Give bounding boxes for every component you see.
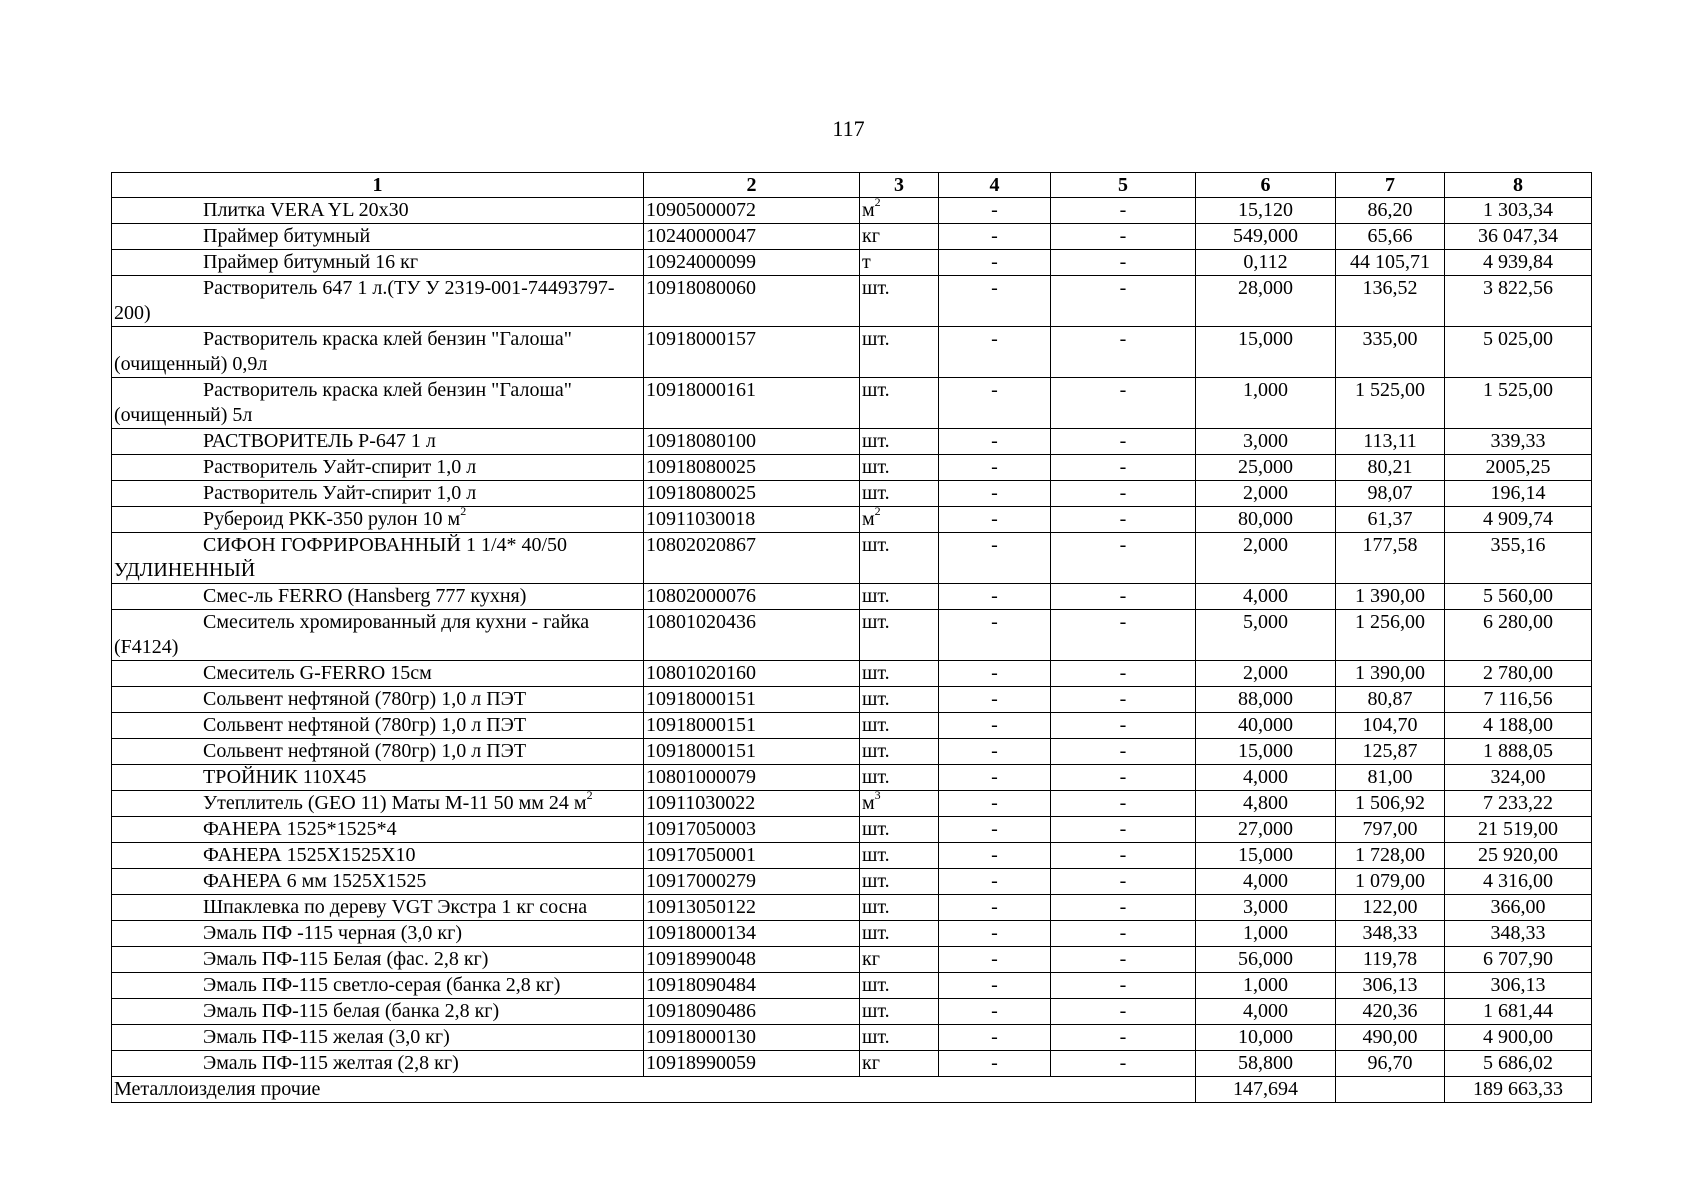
sum-cell: 1 525,00: [1445, 378, 1592, 429]
item-code-cell: 10918990059: [644, 1051, 860, 1077]
col5-cell: -: [1051, 843, 1196, 869]
total-qty: 147,694: [1196, 1077, 1336, 1103]
item-code-cell: 10918000134: [644, 921, 860, 947]
total-label: Металлоизделия прочие: [112, 1077, 1196, 1103]
total-row: [112, 1077, 1592, 1103]
table-row: [112, 481, 1592, 507]
item-name-cell: Рубероид РКК-350 рулон 10 $м^2$: [112, 507, 644, 533]
item-name-cell: ФАНЕРА 6 мм 1525Х1525: [112, 869, 644, 895]
item-code-cell: 10802000076: [644, 584, 860, 610]
price-cell: 348,33: [1336, 921, 1445, 947]
price-cell: 1 079,00: [1336, 869, 1445, 895]
quantity-cell: 40,000: [1196, 713, 1336, 739]
col4-cell: -: [939, 378, 1051, 429]
sum-cell: 1 681,44: [1445, 999, 1592, 1025]
table-row: [112, 224, 1592, 250]
col4-cell: -: [939, 327, 1051, 378]
unit-cell: т: [860, 250, 939, 276]
col4-cell: -: [939, 584, 1051, 610]
inventory-table: [111, 172, 1592, 1103]
sum-cell: 6 280,00: [1445, 610, 1592, 661]
item-code-cell: 10917050003: [644, 817, 860, 843]
quantity-cell: 15,120: [1196, 198, 1336, 224]
item-name-cell: Эмаль ПФ-115 желая (3,0 кг): [112, 1025, 644, 1051]
sum-cell: 5 686,02: [1445, 1051, 1592, 1077]
price-cell: 1 506,92: [1336, 791, 1445, 817]
quantity-cell: 549,000: [1196, 224, 1336, 250]
unit-cell: кг: [860, 1051, 939, 1077]
unit-cell: шт.: [860, 429, 939, 455]
sum-cell: 339,33: [1445, 429, 1592, 455]
price-cell: 61,37: [1336, 507, 1445, 533]
quantity-cell: 2,000: [1196, 481, 1336, 507]
col5-cell: -: [1051, 947, 1196, 973]
quantity-cell: 4,000: [1196, 765, 1336, 791]
col4-cell: -: [939, 687, 1051, 713]
sum-cell: 355,16: [1445, 533, 1592, 584]
header-cell: 1: [112, 173, 644, 198]
table-row: [112, 739, 1592, 765]
sum-cell: 196,14: [1445, 481, 1592, 507]
sum-cell: 4 900,00: [1445, 1025, 1592, 1051]
table-row: [112, 713, 1592, 739]
sum-cell: 7 233,22: [1445, 791, 1592, 817]
total-price: [1336, 1077, 1445, 1103]
table-row: [112, 507, 1592, 533]
unit-cell: $м^2$: [860, 198, 939, 224]
col4-cell: -: [939, 921, 1051, 947]
col5-cell: -: [1051, 533, 1196, 584]
item-code-cell: 10801020436: [644, 610, 860, 661]
item-name-cell: Эмаль ПФ -115 черная (3,0 кг): [112, 921, 644, 947]
unit-cell: шт.: [860, 276, 939, 327]
sum-cell: 3 822,56: [1445, 276, 1592, 327]
quantity-cell: 1,000: [1196, 378, 1336, 429]
unit-cell: шт.: [860, 1025, 939, 1051]
price-cell: 98,07: [1336, 481, 1445, 507]
price-cell: 81,00: [1336, 765, 1445, 791]
col5-cell: -: [1051, 198, 1196, 224]
unit-cell: шт.: [860, 843, 939, 869]
sum-cell: 348,33: [1445, 921, 1592, 947]
item-code-cell: 10240000047: [644, 224, 860, 250]
col4-cell: -: [939, 1025, 1051, 1051]
table-row: [112, 455, 1592, 481]
price-cell: 335,00: [1336, 327, 1445, 378]
unit-cell: шт.: [860, 584, 939, 610]
quantity-cell: 10,000: [1196, 1025, 1336, 1051]
header-row: [112, 173, 1592, 198]
col4-cell: -: [939, 455, 1051, 481]
col5-cell: -: [1051, 973, 1196, 999]
unit-cell: шт.: [860, 713, 939, 739]
unit-cell: шт.: [860, 533, 939, 584]
unit-cell: шт.: [860, 765, 939, 791]
sum-cell: 4 939,84: [1445, 250, 1592, 276]
quantity-cell: 4,000: [1196, 584, 1336, 610]
item-code-cell: 10918000151: [644, 687, 860, 713]
item-name-cell: Шпаклевка по дереву VGT Экстра 1 кг сосна: [112, 895, 644, 921]
col4-cell: -: [939, 739, 1051, 765]
item-name-cell: Растворитель Уайт-спирит 1,0 л: [112, 455, 644, 481]
quantity-cell: 28,000: [1196, 276, 1336, 327]
unit-cell: шт.: [860, 817, 939, 843]
col5-cell: -: [1051, 610, 1196, 661]
item-code-cell: 10918080025: [644, 455, 860, 481]
quantity-cell: 1,000: [1196, 973, 1336, 999]
quantity-cell: 27,000: [1196, 817, 1336, 843]
price-cell: 122,00: [1336, 895, 1445, 921]
unit-cell: кг: [860, 947, 939, 973]
col4-cell: -: [939, 895, 1051, 921]
total-sum: 189 663,33: [1445, 1077, 1592, 1103]
quantity-cell: 3,000: [1196, 895, 1336, 921]
col5-cell: -: [1051, 1025, 1196, 1051]
quantity-cell: 88,000: [1196, 687, 1336, 713]
item-name-cell: Эмаль ПФ-115 желтая (2,8 кг): [112, 1051, 644, 1077]
item-name-cell: Плитка VERA YL 20х30: [112, 198, 644, 224]
quantity-cell: 3,000: [1196, 429, 1336, 455]
header-cell: 2: [644, 173, 860, 198]
col4-cell: -: [939, 198, 1051, 224]
unit-cell: шт.: [860, 921, 939, 947]
quantity-cell: 4,800: [1196, 791, 1336, 817]
item-code-cell: 10918080060: [644, 276, 860, 327]
price-cell: 80,87: [1336, 687, 1445, 713]
col5-cell: -: [1051, 895, 1196, 921]
col5-cell: -: [1051, 481, 1196, 507]
price-cell: 1 256,00: [1336, 610, 1445, 661]
col5-cell: -: [1051, 224, 1196, 250]
quantity-cell: 58,800: [1196, 1051, 1336, 1077]
unit-cell: шт.: [860, 661, 939, 687]
price-cell: 125,87: [1336, 739, 1445, 765]
col5-cell: -: [1051, 765, 1196, 791]
col5-cell: -: [1051, 999, 1196, 1025]
col5-cell: -: [1051, 250, 1196, 276]
col4-cell: -: [939, 869, 1051, 895]
col4-cell: -: [939, 947, 1051, 973]
table-row: [112, 921, 1592, 947]
quantity-cell: 25,000: [1196, 455, 1336, 481]
col4-cell: -: [939, 250, 1051, 276]
header-cell: 7: [1336, 173, 1445, 198]
sum-cell: 2005,25: [1445, 455, 1592, 481]
superscript: 3: [874, 790, 881, 803]
item-code-cell: 10801000079: [644, 765, 860, 791]
price-cell: 44 105,71: [1336, 250, 1445, 276]
superscript: 2: [460, 506, 467, 519]
col5-cell: -: [1051, 378, 1196, 429]
col5-cell: -: [1051, 869, 1196, 895]
item-code-cell: 10918090484: [644, 973, 860, 999]
price-cell: 136,52: [1336, 276, 1445, 327]
item-code-cell: 10911030022: [644, 791, 860, 817]
item-code-cell: 10918000151: [644, 739, 860, 765]
price-cell: 306,13: [1336, 973, 1445, 999]
col5-cell: -: [1051, 817, 1196, 843]
unit-cell: шт.: [860, 481, 939, 507]
table-row: [112, 765, 1592, 791]
col4-cell: -: [939, 843, 1051, 869]
table-row: [112, 947, 1592, 973]
table-row: [112, 610, 1592, 661]
price-cell: 490,00: [1336, 1025, 1445, 1051]
col4-cell: -: [939, 765, 1051, 791]
table-row: [112, 687, 1592, 713]
table-row: [112, 661, 1592, 687]
sum-cell: 36 047,34: [1445, 224, 1592, 250]
sum-cell: 6 707,90: [1445, 947, 1592, 973]
sum-cell: 1 888,05: [1445, 739, 1592, 765]
item-code-cell: 10918000161: [644, 378, 860, 429]
item-name-cell: ФАНЕРА 1525Х1525Х10: [112, 843, 644, 869]
table-row: [112, 533, 1592, 584]
quantity-cell: 80,000: [1196, 507, 1336, 533]
quantity-cell: 4,000: [1196, 869, 1336, 895]
sum-cell: 25 920,00: [1445, 843, 1592, 869]
item-code-cell: 10918090486: [644, 999, 860, 1025]
col4-cell: -: [939, 661, 1051, 687]
item-name-cell: Сольвент нефтяной (780гр) 1,0 л ПЭТ: [112, 687, 644, 713]
item-name-cell: Растворитель краска клей бензин "Галоша" (очищенный) 5л: [112, 378, 644, 429]
col4-cell: -: [939, 507, 1051, 533]
quantity-cell: 5,000: [1196, 610, 1336, 661]
superscript: 2: [874, 506, 881, 519]
superscript: 2: [586, 790, 593, 803]
quantity-cell: 15,000: [1196, 327, 1336, 378]
quantity-cell: 0,112: [1196, 250, 1336, 276]
sum-cell: 306,13: [1445, 973, 1592, 999]
item-name-cell: РАСТВОРИТЕЛЬ Р-647 1 л: [112, 429, 644, 455]
table-row: [112, 817, 1592, 843]
item-name-cell: Эмаль ПФ-115 Белая (фас. 2,8 кг): [112, 947, 644, 973]
price-cell: 104,70: [1336, 713, 1445, 739]
item-name-cell: Сольвент нефтяной (780гр) 1,0 л ПЭТ: [112, 739, 644, 765]
price-cell: 1 390,00: [1336, 584, 1445, 610]
page-number: 117: [832, 116, 865, 141]
item-name-cell: Смеситель хромированный для кухни - гайка (F4124): [112, 610, 644, 661]
table-row: [112, 198, 1592, 224]
table-row: [112, 429, 1592, 455]
quantity-cell: 2,000: [1196, 533, 1336, 584]
sum-cell: 2 780,00: [1445, 661, 1592, 687]
item-name-cell: Растворитель краска клей бензин "Галоша" (очищенный) 0,9л: [112, 327, 644, 378]
price-cell: 86,20: [1336, 198, 1445, 224]
col4-cell: -: [939, 1051, 1051, 1077]
sum-cell: 1 303,34: [1445, 198, 1592, 224]
item-code-cell: 10918000157: [644, 327, 860, 378]
table-row: [112, 1051, 1592, 1077]
table-row: [112, 327, 1592, 378]
table-row: [112, 1025, 1592, 1051]
item-name-cell: Растворитель 647 1 л.(ТУ У 2319-001-74493797-200): [112, 276, 644, 327]
price-cell: 1 728,00: [1336, 843, 1445, 869]
table-body: [112, 198, 1592, 1077]
quantity-cell: 4,000: [1196, 999, 1336, 1025]
unit-cell: шт.: [860, 869, 939, 895]
unit-cell: шт.: [860, 895, 939, 921]
table-row: [112, 895, 1592, 921]
header-cell: 5: [1051, 173, 1196, 198]
item-name-cell: Смеситель G-FERRO 15см: [112, 661, 644, 687]
col4-cell: -: [939, 276, 1051, 327]
unit-cell: $м^3$: [860, 791, 939, 817]
unit-cell: шт.: [860, 610, 939, 661]
col4-cell: -: [939, 429, 1051, 455]
item-name-cell: Сольвент нефтяной (780гр) 1,0 л ПЭТ: [112, 713, 644, 739]
col5-cell: -: [1051, 661, 1196, 687]
header-cell: 8: [1445, 173, 1592, 198]
quantity-cell: 2,000: [1196, 661, 1336, 687]
unit-cell: шт.: [860, 455, 939, 481]
item-code-cell: 10918000130: [644, 1025, 860, 1051]
col4-cell: -: [939, 224, 1051, 250]
sum-cell: 21 519,00: [1445, 817, 1592, 843]
col5-cell: -: [1051, 791, 1196, 817]
quantity-cell: 15,000: [1196, 739, 1336, 765]
col5-cell: -: [1051, 584, 1196, 610]
unit-cell: шт.: [860, 327, 939, 378]
col4-cell: -: [939, 533, 1051, 584]
item-name-cell: Праймер битумный: [112, 224, 644, 250]
col4-cell: -: [939, 610, 1051, 661]
table-row: [112, 791, 1592, 817]
superscript: 2: [874, 197, 881, 210]
col5-cell: -: [1051, 276, 1196, 327]
table-row: [112, 843, 1592, 869]
item-code-cell: 10917050001: [644, 843, 860, 869]
col4-cell: -: [939, 999, 1051, 1025]
table-row: [112, 869, 1592, 895]
item-name-cell: Праймер битумный 16 кг: [112, 250, 644, 276]
col5-cell: -: [1051, 327, 1196, 378]
sum-cell: 5 025,00: [1445, 327, 1592, 378]
header-cell: 3: [860, 173, 939, 198]
quantity-cell: 56,000: [1196, 947, 1336, 973]
unit-cell: шт.: [860, 687, 939, 713]
price-cell: 1 390,00: [1336, 661, 1445, 687]
sum-cell: 4 909,74: [1445, 507, 1592, 533]
item-code-cell: 10917000279: [644, 869, 860, 895]
table-row: [112, 250, 1592, 276]
item-code-cell: 10801020160: [644, 661, 860, 687]
unit-cell: шт.: [860, 378, 939, 429]
price-cell: 65,66: [1336, 224, 1445, 250]
item-code-cell: 10913050122: [644, 895, 860, 921]
table-row: [112, 973, 1592, 999]
item-name-cell: ТРОЙНИК 110Х45: [112, 765, 644, 791]
unit-cell: $м^2$: [860, 507, 939, 533]
unit-cell: шт.: [860, 999, 939, 1025]
item-name-cell: Утеплитель (GEO 11) Маты М-11 50 мм 24 $м^2$: [112, 791, 644, 817]
col5-cell: -: [1051, 739, 1196, 765]
item-code-cell: 10924000099: [644, 250, 860, 276]
col4-cell: -: [939, 817, 1051, 843]
col5-cell: -: [1051, 429, 1196, 455]
col5-cell: -: [1051, 921, 1196, 947]
table-row: [112, 378, 1592, 429]
sum-cell: 7 116,56: [1445, 687, 1592, 713]
table-row: [112, 584, 1592, 610]
price-cell: 177,58: [1336, 533, 1445, 584]
item-code-cell: 10918080100: [644, 429, 860, 455]
sum-cell: 4 316,00: [1445, 869, 1592, 895]
item-code-cell: 10905000072: [644, 198, 860, 224]
item-code-cell: 10802020867: [644, 533, 860, 584]
col5-cell: -: [1051, 687, 1196, 713]
price-cell: 80,21: [1336, 455, 1445, 481]
price-cell: 96,70: [1336, 1051, 1445, 1077]
item-code-cell: 10918000151: [644, 713, 860, 739]
col5-cell: -: [1051, 713, 1196, 739]
item-name-cell: Эмаль ПФ-115 белая (банка 2,8 кг): [112, 999, 644, 1025]
col5-cell: -: [1051, 1051, 1196, 1077]
item-name-cell: Эмаль ПФ-115 светло-серая (банка 2,8 кг): [112, 973, 644, 999]
unit-cell: шт.: [860, 739, 939, 765]
col5-cell: -: [1051, 507, 1196, 533]
price-cell: 119,78: [1336, 947, 1445, 973]
header-cell: 4: [939, 173, 1051, 198]
sum-cell: 5 560,00: [1445, 584, 1592, 610]
item-name-cell: Смес-ль FERRO (Hansberg 777 кухня): [112, 584, 644, 610]
quantity-cell: 15,000: [1196, 843, 1336, 869]
item-name-cell: СИФОН ГОФРИРОВАННЫЙ 1 1/4* 40/50 УДЛИНЕННЫЙ: [112, 533, 644, 584]
quantity-cell: 1,000: [1196, 921, 1336, 947]
price-cell: 1 525,00: [1336, 378, 1445, 429]
table-row: [112, 276, 1592, 327]
sum-cell: 4 188,00: [1445, 713, 1592, 739]
item-name-cell: Растворитель Уайт-спирит 1,0 л: [112, 481, 644, 507]
col4-cell: -: [939, 791, 1051, 817]
unit-cell: кг: [860, 224, 939, 250]
unit-cell: шт.: [860, 973, 939, 999]
table-row: [112, 999, 1592, 1025]
item-code-cell: 10911030018: [644, 507, 860, 533]
col5-cell: -: [1051, 455, 1196, 481]
col4-cell: -: [939, 713, 1051, 739]
item-name-cell: ФАНЕРА 1525*1525*4: [112, 817, 644, 843]
col4-cell: -: [939, 973, 1051, 999]
sum-cell: 324,00: [1445, 765, 1592, 791]
header-cell: 6: [1196, 173, 1336, 198]
col4-cell: -: [939, 481, 1051, 507]
sum-cell: 366,00: [1445, 895, 1592, 921]
price-cell: 797,00: [1336, 817, 1445, 843]
price-cell: 113,11: [1336, 429, 1445, 455]
item-code-cell: 10918080025: [644, 481, 860, 507]
price-cell: 420,36: [1336, 999, 1445, 1025]
item-code-cell: 10918990048: [644, 947, 860, 973]
